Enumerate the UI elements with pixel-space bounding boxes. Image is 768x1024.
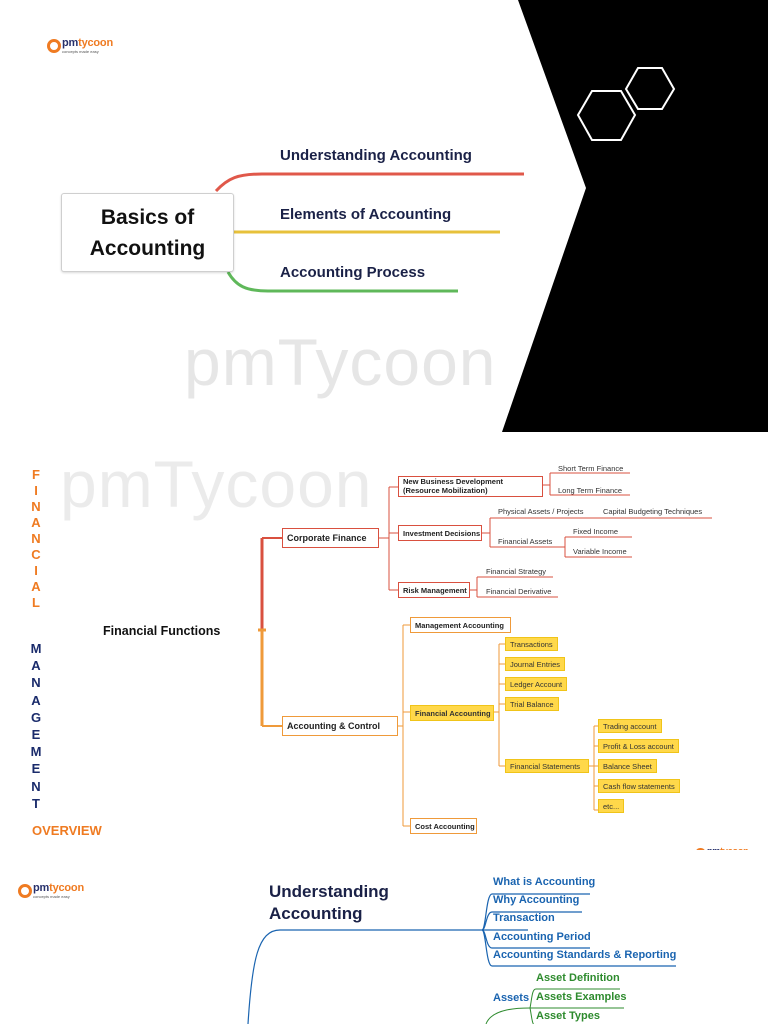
leaf-financial-derivative: Financial Derivative xyxy=(486,587,552,596)
branch-accounting-process: Accounting Process xyxy=(280,264,426,281)
leaf-financial-assets: Financial Assets xyxy=(498,537,553,546)
topic-understanding-accounting xyxy=(269,881,389,925)
item-assets: Assets xyxy=(493,992,530,1004)
leaf-balance-sheet: Balance Sheet xyxy=(598,759,657,773)
letter: A xyxy=(31,579,41,594)
node-cost-accounting: Cost Accounting xyxy=(410,818,477,834)
node-financial-accounting: Financial Accounting xyxy=(410,705,494,721)
node-risk-management: Risk Management xyxy=(398,582,470,598)
letter: N xyxy=(31,778,41,794)
letter: A xyxy=(31,515,41,530)
vertical-title-financial xyxy=(30,467,42,611)
vertical-title-management xyxy=(30,640,42,812)
slide-financial-management-overview xyxy=(0,440,768,844)
node-corporate-finance: Corporate Finance xyxy=(282,528,379,548)
letter: I xyxy=(34,483,38,498)
letter: M xyxy=(30,641,42,656)
central-topic-line2: Accounting xyxy=(89,236,206,260)
leaf-profit-loss-account: Profit & Loss account xyxy=(598,739,679,753)
letter: E xyxy=(31,727,41,743)
letter: G xyxy=(30,709,42,725)
item-asset-definition: Asset Definition xyxy=(536,972,620,984)
leaf-financial-strategy: Financial Strategy xyxy=(486,567,547,576)
pmtycoon-logo xyxy=(47,37,113,54)
item-accounting-period: Accounting Period xyxy=(493,931,591,943)
branch-understanding-accounting: Understanding Accounting xyxy=(280,147,472,164)
item-what-is-accounting: What is Accounting xyxy=(493,876,596,888)
letter: N xyxy=(31,531,41,546)
leaf-cash-flow-statements: Cash flow statements xyxy=(598,779,680,793)
item-assets-examples: Assets Examples xyxy=(536,991,627,1003)
topic-line1: Understanding xyxy=(269,882,389,901)
slide-basics-of-accounting xyxy=(0,0,768,432)
overview-label: OVERVIEW xyxy=(32,823,102,838)
leaf-ledger-account: Ledger Account xyxy=(505,677,567,691)
node-investment-decisions: Investment Decisions xyxy=(398,525,482,541)
node-financial-statements: Financial Statements xyxy=(505,759,589,773)
leaf-physical-assets: Physical Assets / Projects xyxy=(498,507,584,516)
leaf-trial-balance: Trial Balance xyxy=(505,697,559,711)
leaf-etc: etc... xyxy=(598,799,624,813)
node-new-business-development: New Business Development (Resource Mobilization) xyxy=(398,476,543,497)
leaf-long-term-finance: Long Term Finance xyxy=(558,486,623,495)
leaf-transactions: Transactions xyxy=(505,637,558,651)
leaf-fixed-income: Fixed Income xyxy=(573,527,619,536)
mindmap-lines-3 xyxy=(0,850,768,1024)
letter: A xyxy=(31,692,41,708)
logo-pm: pm xyxy=(62,37,79,49)
logo-tagline: concepts made easy xyxy=(33,894,70,899)
logo-pm: pm xyxy=(33,882,50,894)
logo-pin-icon xyxy=(47,39,61,53)
branch-line-1 xyxy=(216,174,524,191)
root-financial-functions: Financial Functions xyxy=(103,624,221,638)
node-accounting-control: Accounting & Control xyxy=(282,716,398,736)
item-why-accounting: Why Accounting xyxy=(493,894,580,906)
logo-tycoon: tycoon xyxy=(78,37,113,49)
leaf-trading-account: Trading account xyxy=(598,719,662,733)
leaf-variable-income: Variable Income xyxy=(573,547,627,556)
watermark: pmTycoon xyxy=(60,447,373,521)
letter: E xyxy=(31,761,41,777)
logo-tagline: concepts made easy xyxy=(62,49,99,54)
letter: N xyxy=(31,675,41,691)
item-accounting-standards: Accounting Standards & Reporting xyxy=(493,949,677,961)
letter: M xyxy=(30,744,42,760)
dark-panel xyxy=(502,0,768,432)
central-topic xyxy=(61,193,234,272)
pmtycoon-logo xyxy=(18,882,84,899)
topic-line2: Accounting xyxy=(269,904,363,923)
leaf-capital-budgeting: Capital Budgeting Techniques xyxy=(603,507,703,516)
letter: T xyxy=(32,795,40,811)
logo-tycoon: tycoon xyxy=(49,882,84,894)
letter: I xyxy=(34,563,38,578)
letter: C xyxy=(31,547,41,562)
node-management-accounting: Management Accounting xyxy=(410,617,511,633)
letter: A xyxy=(31,658,41,674)
leaf-short-term-finance: Short Term Finance xyxy=(558,464,624,473)
letter: N xyxy=(31,499,41,514)
item-asset-types: Asset Types xyxy=(536,1010,600,1022)
central-topic-line1: Basics of xyxy=(100,205,195,229)
item-transaction: Transaction xyxy=(493,912,555,924)
letter: L xyxy=(32,595,40,610)
slide-understanding-accounting xyxy=(0,850,768,1024)
letter: F xyxy=(32,467,40,482)
watermark: pmTycoon xyxy=(184,325,497,399)
branch-elements-of-accounting: Elements of Accounting xyxy=(280,206,452,223)
leaf-journal-entries: Journal Entries xyxy=(505,657,565,671)
logo-pin-icon xyxy=(18,884,32,898)
